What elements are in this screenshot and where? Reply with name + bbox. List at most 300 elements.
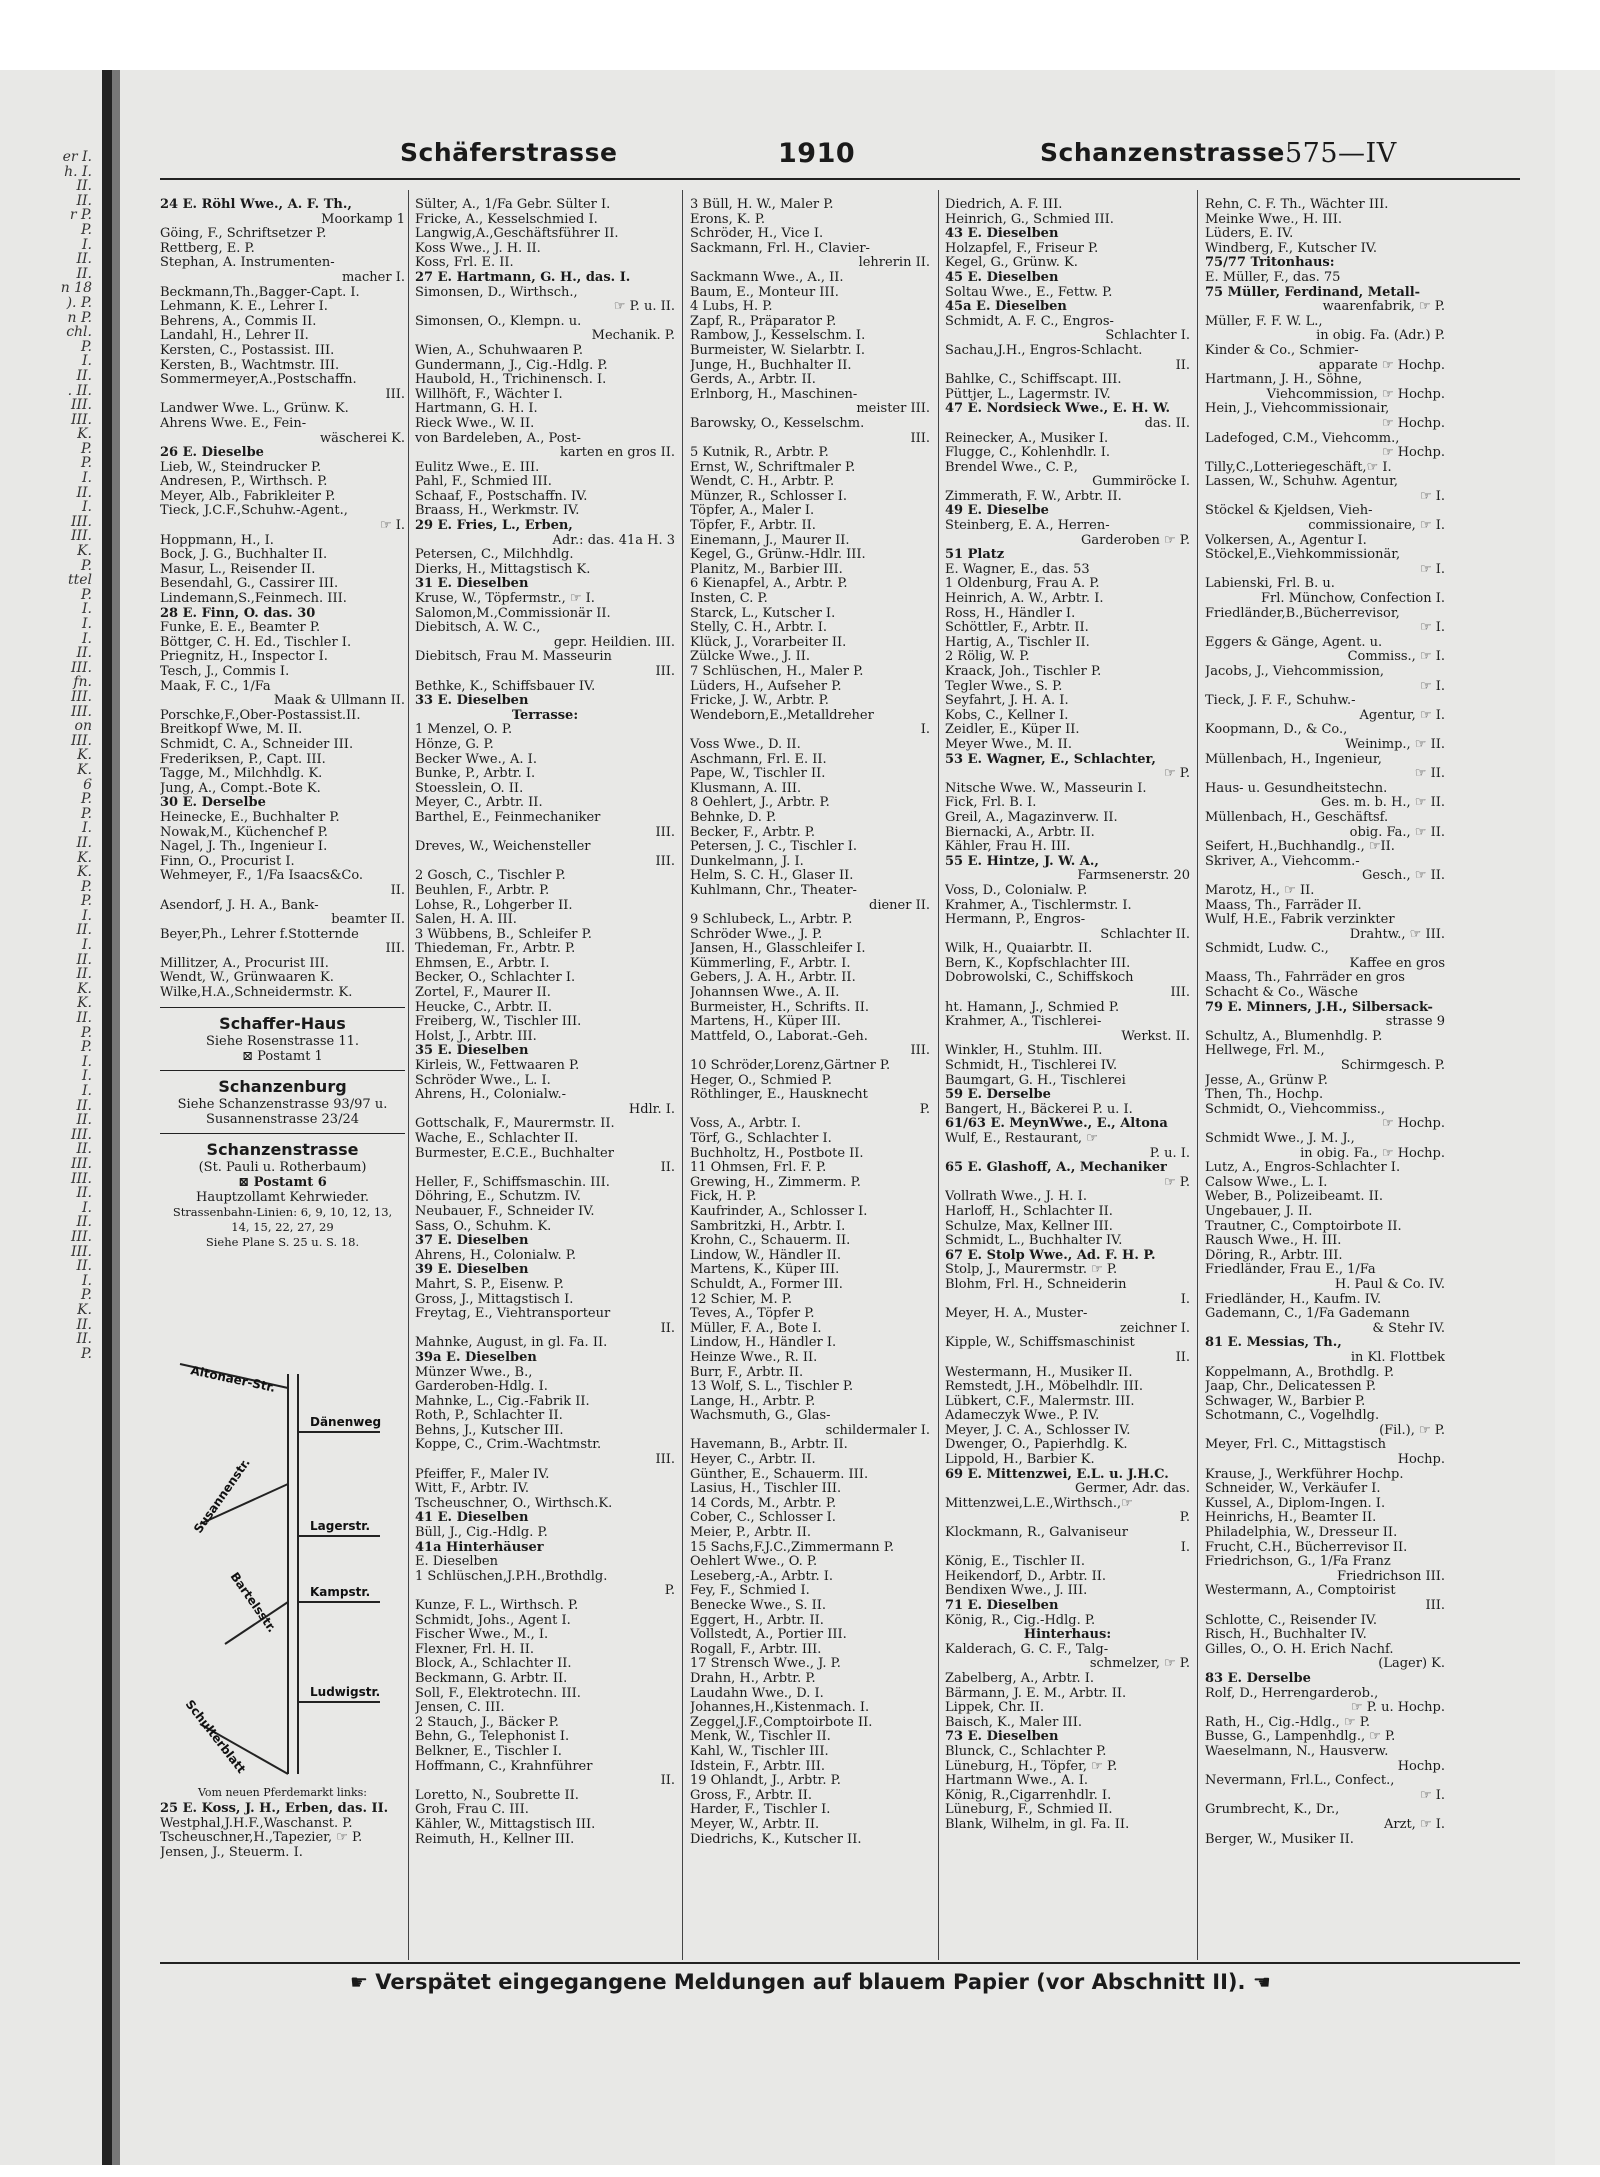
directory-entry-line: Funke, E. E., Beamter P.	[160, 621, 321, 636]
header-year: 1910	[778, 138, 856, 169]
previous-page-fragment: 6	[83, 776, 92, 793]
directory-entry-line: Pahl, F., Schmied III.	[415, 475, 552, 490]
directory-entry-line: Meyer, J. C. A., Schlosser IV.	[945, 1423, 1131, 1438]
directory-entry-line: Schmidt, Ludw. C.,	[1205, 942, 1329, 957]
footer-rule	[160, 1962, 1520, 1964]
directory-entry-line: Kahl, W., Tischler III.	[690, 1744, 829, 1759]
directory-entry-line: Göing, F., Schriftsetzer P.	[160, 227, 327, 242]
directory-entry-line: III.	[385, 942, 405, 957]
directory-entry-line: Bahlke, C., Schiffscapt. III.	[945, 373, 1122, 388]
directory-entry-line: 2 Stauch, J., Bäcker P.	[415, 1715, 559, 1730]
directory-entry-line: III.	[1170, 986, 1190, 1001]
directory-entry-line: lehrerin II.	[858, 256, 930, 271]
directory-entry-line: Lüneburg, F., Schmied II.	[945, 1803, 1113, 1818]
directory-entry-line: Diedrichs, K., Kutscher II.	[690, 1832, 862, 1847]
directory-entry-line: Koppelmann, A., Brothdlg. P.	[1205, 1365, 1395, 1380]
directory-entry-line: Simonsen, O., Klempn. u.	[415, 314, 582, 329]
directory-entry-line: Haus- u. Gesundheitstechn.	[1205, 781, 1388, 796]
directory-entry-line: commissionaire, ☞ I.	[1308, 519, 1445, 534]
directory-entry-line: Fey, F., Schmied I.	[690, 1584, 810, 1599]
directory-entry-line: ☞ P. u. Hochp.	[1350, 1701, 1445, 1716]
directory-entry-line: Mechanik. P.	[591, 329, 675, 344]
directory-entry-line: 7 Schlüschen, H., Maler P.	[690, 665, 864, 679]
directory-entry-line: Hdlr. I.	[628, 1102, 675, 1117]
directory-entry-line: P. u. I.	[1149, 1146, 1190, 1161]
directory-entry-line: Kaffee en gros	[1349, 956, 1445, 971]
previous-page-fragment: K.	[77, 864, 92, 881]
directory-entry-line: 13 Wolf, S. L., Tischler P.	[690, 1380, 854, 1395]
previous-page-fragment: P.	[80, 1287, 92, 1304]
directory-entry-line: Beuhlen, F., Arbtr. P.	[415, 883, 550, 898]
previous-page-fragment: I.	[82, 1053, 92, 1070]
directory-entry-line: 29 E. Fries, L., Erben,	[415, 519, 573, 534]
directory-entry-line: Rehn, C. F. Th., Wächter III.	[1205, 198, 1389, 212]
directory-entry-line: Soltau Wwe., E., Fettw. P.	[945, 285, 1113, 300]
previous-page-fragment: K.	[77, 543, 92, 560]
directory-entry-line: Hochp.	[1397, 1759, 1445, 1774]
directory-entry-line: Böttger, C. H. Ed., Tischler I.	[160, 635, 352, 650]
previous-page-fragment: II.	[76, 192, 92, 209]
map-label-susannen: Susannenstr.	[190, 1455, 253, 1536]
directory-entry-line: Stoesslein, O. II.	[415, 781, 524, 796]
directory-entry-line: Burmeister, W. Sielarbtr. I.	[690, 343, 866, 358]
directory-entry-line: III.	[910, 431, 930, 446]
directory-entry-line: das. II.	[1144, 416, 1190, 431]
directory-entry-line: Eggert, H., Arbtr. II.	[690, 1613, 824, 1628]
previous-page-fragment: III.	[70, 1155, 92, 1172]
directory-entry-line: E. Müller, F., das. 75	[1205, 270, 1341, 285]
directory-entry-line: Maass, Th., Fahrräder en gros	[1205, 971, 1405, 986]
box-line: Strassenbahn-Linien: 6, 9, 10, 12, 13,	[172, 1204, 393, 1219]
previous-page-fragment: P.	[80, 805, 92, 822]
directory-entry-line: Rettberg, E. P.	[160, 241, 255, 256]
directory-entry-line: 67 E. Stolp Wwe., Ad. F. H. P.	[945, 1248, 1156, 1263]
directory-entry-line: Sackmann Wwe., A., II.	[690, 270, 844, 285]
directory-entry-line: Priegnitz, H., Inspector I.	[160, 650, 328, 665]
directory-entry-line: Hartmann, G. H. I.	[415, 402, 538, 417]
right-page-edge	[1555, 70, 1600, 2165]
directory-entry-line: Kersten, B., Wachtmstr. III.	[160, 358, 340, 373]
directory-entry-line: schmelzer, ☞ P.	[1089, 1657, 1190, 1672]
directory-entry-line: Bethke, K., Schiffsbauer IV.	[415, 679, 596, 694]
directory-entry-line: Hartig, A., Tischler II.	[945, 635, 1090, 650]
directory-entry-line: 25 E. Koss, J. H., Erben, das. II.	[160, 1802, 389, 1816]
previous-page-fragment: II.	[76, 367, 92, 384]
directory-entry-line: 28 E. Finn, O. das. 30	[160, 606, 316, 621]
directory-entry-line: Baisch, K., Maler III.	[945, 1715, 1082, 1730]
directory-entry-line: 8 Oehlert, J., Arbtr. P.	[690, 796, 830, 811]
directory-entry-line: Lindow, H., Händler I.	[690, 1336, 837, 1351]
previous-page-fragment: III.	[70, 513, 92, 530]
directory-entry-line: II.	[660, 1161, 675, 1176]
directory-entry-line: Wendt, C. H., Arbtr. P.	[690, 475, 835, 490]
directory-entry-line: Ges. m. b. H., ☞ II.	[1320, 796, 1445, 811]
directory-entry-line: Rogall, F., Arbtr. III.	[690, 1642, 822, 1657]
section-rule	[160, 1007, 405, 1008]
directory-entry-line: Ernst, W., Schriftmaler P.	[690, 460, 856, 475]
directory-entry-line: Werkst. II.	[1121, 1029, 1190, 1044]
directory-entry-line: Zeggel,J.F.,Comptoirbote II.	[690, 1715, 873, 1730]
directory-entry-line: Voss Wwe., D. II.	[690, 737, 801, 752]
directory-entry-line: Kersten, C., Postassist. III.	[160, 343, 335, 358]
previous-page-fragment: r P.	[69, 207, 92, 224]
directory-entry-line: II.	[660, 1321, 675, 1336]
previous-page-fragment: P.	[80, 878, 92, 895]
directory-entry-line: Baumgart, G. H., Tischlerei	[945, 1073, 1126, 1088]
directory-entry-line: Schulze, Max, Kellner III.	[945, 1219, 1113, 1234]
directory-entry-line: (Lager) K.	[1378, 1657, 1445, 1672]
directory-entry-line: Lindemann,S.,Feinmech. III.	[160, 592, 347, 607]
directory-entry-line: Zortel, F., Maurer II.	[415, 986, 551, 1001]
directory-entry-line: Sambritzki, H., Arbtr. I.	[690, 1219, 846, 1234]
directory-entry-line: Rolf, D., Herrengarderob.,	[1205, 1686, 1379, 1701]
directory-entry-line: 10 Schröder,Lorenz,Gärtner P.	[690, 1059, 891, 1074]
directory-entry-line: 41 E. Dieselben	[415, 1511, 529, 1526]
directory-entry-line: Becker Wwe., A. I.	[415, 752, 537, 767]
directory-entry-line: Wulf, E., Restaurant, ☞	[945, 1132, 1098, 1146]
directory-entry-line: Müllenbach, H., Geschäftsf.	[1205, 810, 1389, 825]
directory-entry-line: 45 E. Dieselben	[945, 270, 1059, 285]
directory-entry-line: Jaap, Chr., Delicatessen P.	[1205, 1380, 1376, 1395]
directory-entry-line: Schöttler, F., Arbtr. II.	[945, 621, 1089, 636]
directory-entry-line: Block, A., Schlachter II.	[415, 1657, 572, 1672]
directory-entry-line: Philadelphia, W., Dresseur II.	[1205, 1526, 1398, 1541]
directory-entry-line: Petersen, J. C., Tischler I.	[690, 840, 857, 855]
directory-entry-line: H. Paul & Co. IV.	[1334, 1277, 1445, 1292]
map-label-kamp: Kampstr.	[310, 1585, 371, 1599]
directory-column-5	[1205, 198, 1445, 1958]
directory-entry-line: 11 Ohmsen, Frl. F. P.	[690, 1161, 827, 1176]
previous-page-fragment: chl.	[66, 324, 92, 341]
directory-entry-line: Friedrichson III.	[1337, 1569, 1445, 1584]
book-gutter	[102, 70, 112, 2165]
directory-entry-line: Aschmann, Frl. E. II.	[690, 752, 827, 767]
directory-entry-line: Heller, F., Schiffsmaschin. III.	[415, 1175, 610, 1190]
directory-entry-line: karten en gros II.	[559, 446, 675, 461]
directory-entry-line: Andresen, P., Wirthsch. P.	[160, 475, 328, 490]
directory-entry-line: Skriver, A., Viehcomm.-	[1205, 854, 1360, 869]
previous-page-fragment: II.	[76, 951, 92, 968]
directory-entry-line: Wehmeyer, F., 1/Fa Isaacs&Co.	[160, 869, 364, 884]
directory-entry-line: 53 E. Wagner, E., Schlachter,	[945, 752, 1156, 767]
directory-entry-line: Weber, B., Polizeibeamt. II.	[1205, 1190, 1384, 1205]
directory-entry-line: Stelly, C. H., Arbtr. I.	[690, 621, 827, 636]
directory-entry-line: Einemann, J., Maurer II.	[690, 533, 850, 548]
directory-entry-line: Jesse, A., Grünw P.	[1205, 1073, 1328, 1088]
directory-entry-line: Gross, J., Mittagstisch I.	[415, 1292, 574, 1307]
directory-entry-line: ☞ I.	[1419, 1788, 1445, 1803]
directory-entry-line: E. Wagner, E., das. 53	[945, 562, 1090, 577]
directory-entry-line: Klück, J., Vorarbeiter II.	[690, 635, 847, 650]
box-title: Schanzenstrasse	[206, 1139, 359, 1159]
directory-entry-line: I.	[1180, 1540, 1190, 1555]
directory-entry-line: Zimmerath, F. W., Arbtr. II.	[945, 489, 1122, 504]
directory-entry-line: III.	[655, 1453, 675, 1468]
street-sketch-map	[170, 1344, 395, 1782]
directory-entry-line: Müller, F. F. W. L.,	[1205, 314, 1323, 329]
directory-entry-line: Schmidt Wwe., J. M. J.,	[1205, 1132, 1355, 1146]
directory-entry-line: Planitz, M., Barbier III.	[690, 562, 843, 577]
directory-entry-line: Töpfer, A., Maler I.	[690, 504, 815, 519]
directory-entry-line: Schwager, W., Barbier P.	[1205, 1394, 1366, 1409]
directory-entry-line: Holzapfel, F., Friseur P.	[945, 241, 1099, 256]
directory-entry-line: I.	[1180, 1292, 1190, 1307]
directory-entry-line: Fricke, A., Kesselschmied I.	[415, 212, 598, 227]
box-title: Schaffer-Haus	[219, 1013, 346, 1033]
directory-entry-line: Bunke, P., Arbtr. I.	[415, 767, 536, 782]
previous-page-fragment: K.	[77, 426, 92, 443]
directory-entry-line: Westermann, H., Musiker II.	[945, 1365, 1133, 1380]
directory-entry-line: Dierks, H., Mittagstisch K.	[415, 562, 591, 577]
directory-entry-line: Wendt, W., Grünwaaren K.	[160, 971, 334, 986]
directory-entry-line: Belkner, E., Tischler I.	[415, 1744, 562, 1759]
directory-entry-line: Harloff, H., Schlachter II.	[945, 1204, 1113, 1219]
directory-entry-line: Frl. Münchow, Confection I.	[1261, 592, 1445, 607]
directory-entry-line: Dunkelmann, J. I.	[690, 854, 804, 869]
directory-entry-line: Hermann, P., Engros-	[945, 913, 1086, 928]
directory-entry-line: Becker, O., Schlachter I.	[415, 971, 576, 986]
previous-page-fragment: ). P.	[66, 294, 92, 311]
directory-entry-line: Terrasse:	[511, 708, 579, 723]
previous-page-fragment: I.	[82, 236, 92, 253]
directory-entry-line: Menk, W., Tischler II.	[690, 1730, 831, 1745]
directory-entry-line: 1 Menzel, O. P.	[415, 723, 513, 738]
directory-entry-line: Hellwege, Frl. M.,	[1205, 1044, 1325, 1059]
directory-entry-line: Witt, F., Arbtr. IV.	[415, 1482, 529, 1497]
directory-entry-line: Freytag, E., Viehtransporteur	[415, 1307, 611, 1322]
directory-entry-line: 59 E. Derselbe	[945, 1088, 1051, 1103]
directory-entry-line: Vollrath Wwe., J. H. I.	[945, 1190, 1087, 1205]
directory-entry-line: Flugge, C., Kohlenhdlr. I.	[945, 446, 1110, 461]
directory-entry-line: Grewing, H., Zimmerm. P.	[690, 1175, 861, 1190]
directory-entry-line: waarenfabrik, ☞ P.	[1322, 300, 1445, 315]
directory-entry-line: Zülcke Wwe., J. II.	[690, 650, 810, 665]
directory-entry-line: 39 E. Dieselben	[415, 1263, 529, 1278]
directory-entry-line: Porschke,F.,Ober-Postassist.II.	[160, 708, 361, 723]
previous-page-fragment: n 18	[60, 280, 92, 297]
directory-entry-line: II.	[1175, 358, 1190, 373]
directory-entry-line: Mahnke, L., Cig.-Fabrik II.	[415, 1394, 590, 1409]
directory-entry-line: Meyer, Frl. C., Mittagstisch	[1205, 1438, 1386, 1453]
directory-entry-line: Fick, H. P.	[690, 1190, 757, 1205]
directory-entry-line: Burr, F., Arbtr. II.	[690, 1365, 804, 1380]
directory-entry-line: 33 E. Dieselben	[415, 694, 529, 709]
previous-page-fragment: III.	[70, 1170, 92, 1187]
directory-entry-line: Heyer, C., Arbtr. II.	[690, 1453, 816, 1468]
directory-entry-line: schildermaler I.	[825, 1423, 930, 1438]
previous-page-fragment: I.	[82, 353, 92, 370]
directory-entry-line: Commiss., ☞ I.	[1347, 650, 1445, 665]
directory-entry-line: Braass, H., Werkmstr. IV.	[415, 504, 580, 519]
map-label-bartels: Bartelsstr.	[227, 1569, 280, 1636]
directory-entry-line: Winkler, H., Stuhlm. III.	[945, 1044, 1103, 1059]
directory-entry-line: 69 E. Mittenzwei, E.L. u. J.H.C.	[945, 1467, 1169, 1482]
directory-entry-line: Heinecke, E., Buchhalter P.	[160, 810, 340, 825]
directory-entry-line: P.	[919, 1102, 930, 1117]
directory-entry-line: Trautner, C., Comptoirbote II.	[1205, 1219, 1402, 1234]
directory-entry-line: Moorkamp 1	[321, 212, 405, 227]
directory-entry-line: Heikendorf, D., Arbtr. II.	[945, 1569, 1107, 1584]
previous-page-fragment: II.	[76, 251, 92, 268]
footer-note	[350, 1970, 1271, 1994]
directory-entry-line: Ahrens, H., Colonialw. P.	[415, 1248, 577, 1263]
directory-entry-line: Blank, Wilhelm, in gl. Fa. II.	[945, 1817, 1130, 1832]
directory-entry-line: Johannes,H.,Kistenmach. I.	[690, 1701, 870, 1716]
directory-entry-line: Beyer,Ph., Lehrer f.Stotternde	[160, 927, 359, 942]
previous-page-fragment: on	[74, 718, 92, 735]
directory-entry-line: Kümmerling, F., Arbtr. I.	[690, 956, 851, 971]
directory-entry-line: 55 E. Hintze, J. W. A.,	[945, 854, 1099, 869]
directory-entry-line: 41a Hinterhäuser	[415, 1540, 544, 1555]
directory-entry-line: Jansen, H., Glasschleifer I.	[690, 942, 866, 957]
directory-entry-line: Windberg, F., Kutscher IV.	[1205, 241, 1377, 256]
box-line: ⊠ Postamt 1	[242, 1048, 323, 1064]
directory-entry-line: Krahmer, A., Tischlermstr. I.	[945, 898, 1132, 913]
box-line: Siehe Plane S. 25 u. S. 18.	[205, 1234, 360, 1249]
directory-entry-line: Kruse, W., Töpfermstr., ☞ I.	[415, 592, 595, 607]
directory-entry-line: Sass, O., Schuhm. K.	[415, 1219, 552, 1234]
directory-entry-line: Greil, A., Magazinverw. II.	[945, 810, 1118, 825]
directory-entry-line: Barthel, E., Feinmechaniker	[415, 810, 601, 825]
directory-entry-line: 14 Cords, M., Arbtr. P.	[690, 1496, 837, 1511]
previous-page-fragment: II.	[76, 834, 92, 851]
directory-entry-line: Burmeister, H., Schrifts. II.	[690, 1000, 869, 1015]
directory-entry-line: Tieck, J.C.F.,Schuhw.-Agent.,	[160, 504, 348, 519]
directory-entry-line: Soll, F., Elektrotechn. III.	[415, 1686, 581, 1701]
previous-page-fragment: ttel	[67, 572, 92, 589]
directory-entry-line: Schmidt, Johs., Agent I.	[415, 1613, 571, 1628]
directory-entry-line: Salomon,M.,Commissionär II.	[415, 606, 611, 621]
previous-page-fragment: er I.	[62, 150, 92, 165]
directory-entry-line: Röthlinger, E., Hausknecht	[690, 1088, 868, 1103]
directory-entry-line: Gerds, A., Arbtr. II.	[690, 373, 816, 388]
directory-entry-line: Kobs, C., Kellner I.	[945, 708, 1069, 723]
directory-entry-line: Schröder, H., Vice I.	[690, 227, 824, 242]
directory-entry-line: Behn, G., Telephonist I.	[415, 1730, 570, 1745]
previous-page-fragment: I.	[82, 907, 92, 924]
directory-entry-line: Westermann, A., Comptoirist	[1205, 1584, 1396, 1599]
directory-entry-line: Maass, Th., Farräder II.	[1205, 898, 1362, 913]
directory-entry-line: Günther, E., Schauerm. III.	[690, 1467, 869, 1482]
directory-entry-line: Maak, F. C., 1/Fa	[160, 679, 271, 694]
directory-entry-line: Koppe, C., Crim.-Wachtmstr.	[415, 1438, 602, 1453]
directory-entry-line: Kaufrinder, A., Schlosser I.	[690, 1204, 868, 1219]
directory-entry-line: Hartmann, J. H., Söhne,	[1205, 373, 1363, 388]
directory-entry-line: 75/77 Tritonhaus:	[1205, 256, 1335, 271]
directory-entry-line: 27 E. Hartmann, G. H., das. I.	[415, 270, 631, 285]
directory-entry-line: Viehcommission, ☞ Hochp.	[1266, 387, 1445, 402]
previous-page-fragment: II.	[76, 1097, 92, 1114]
directory-entry-line: Klusmann, A. III.	[690, 781, 802, 796]
directory-entry-line: Germer, Adr. das.	[1074, 1482, 1190, 1497]
directory-entry-line: 26 E. Dieselbe	[160, 446, 264, 461]
previous-page-fragment: II.	[76, 1141, 92, 1158]
directory-entry-line: Pape, W., Tischler II.	[690, 767, 826, 782]
directory-entry-line: Schmidt, A. F. C., Engros-	[945, 314, 1114, 329]
directory-entry-line: Wendeborn,E.,Metalldreher	[690, 708, 874, 723]
previous-page-fragment: III.	[70, 1126, 92, 1143]
directory-entry-line: Tieck, J. F. F., Schuhw.-	[1205, 694, 1356, 709]
directory-entry-line: Harder, F., Tischler I.	[690, 1803, 831, 1818]
directory-entry-line: Heger, O., Schmied P.	[690, 1073, 832, 1088]
directory-entry-line: 1 Oldenburg, Frau A. P.	[945, 577, 1100, 592]
directory-entry-line: Meinke Wwe., H. III.	[1205, 212, 1342, 227]
directory-entry-line: Marotz, H., ☞ II.	[1205, 883, 1315, 898]
directory-entry-line: Hoppmann, H., I.	[160, 533, 274, 548]
directory-entry-line: Ladefoged, C.M., Viehcomm.,	[1205, 431, 1400, 446]
directory-entry-line: Gross, F., Arbtr. II.	[690, 1788, 813, 1803]
directory-entry-line: Breitkopf Wwe, M. II.	[160, 723, 303, 738]
box-line: ⊠ Postamt 6	[238, 1174, 327, 1190]
directory-entry-line: Tscheuschner,H.,Tapezier, ☞ P.	[160, 1831, 363, 1846]
previous-page-fragment: I.	[82, 1083, 92, 1099]
directory-entry-line: Remstedt, J.H., Möbelhdlr. III.	[945, 1380, 1144, 1395]
directory-entry-line: Meyer Wwe., M. II.	[945, 737, 1072, 752]
section-rule	[160, 1133, 405, 1134]
previous-page-fragment: II.	[76, 1010, 92, 1027]
directory-entry-line: Diebitsch, Frau M. Masseurin	[415, 650, 612, 665]
directory-entry-line: Hartmann Wwe., A. I.	[945, 1774, 1088, 1789]
directory-entry-line: 3 Büll, H. W., Maler P.	[690, 198, 834, 212]
directory-entry-line: Hochp.	[1397, 1453, 1445, 1468]
directory-entry-line: Flexner, Frl. H. II.	[415, 1642, 534, 1657]
directory-entry-line: Münzer, R., Schlosser I.	[690, 489, 848, 504]
previous-page-fragment: P.	[80, 586, 92, 603]
directory-entry-line: apparate ☞ Hochp.	[1318, 358, 1445, 373]
directory-entry-line: (Fil.), ☞ P.	[1379, 1423, 1445, 1438]
previous-page-fragment: P.	[80, 455, 92, 472]
directory-entry-line: macher I.	[341, 270, 405, 285]
directory-entry-line: Westphal,J.H.F.,Waschanst. P.	[160, 1816, 353, 1831]
directory-entry-line: Garderoben ☞ P.	[1081, 533, 1190, 548]
directory-entry-line: Reimuth, H., Kellner III.	[415, 1832, 575, 1847]
previous-page-fragment: III.	[70, 703, 92, 720]
directory-entry-line: Gottschalk, F., Maurermstr. II.	[415, 1117, 615, 1132]
directory-entry-line: Loretto, N., Soubrette II.	[415, 1788, 579, 1803]
previous-page-fragment: II.	[76, 1112, 92, 1129]
directory-entry-line: Beckmann,Th.,Bagger-Capt. I.	[160, 285, 360, 300]
previous-page-fragment: K.	[77, 747, 92, 764]
previous-page-fragment: P.	[80, 557, 92, 574]
directory-entry-line: Helm, S. C. H., Glaser II.	[690, 869, 854, 884]
directory-entry-line: P.	[1179, 1511, 1190, 1526]
directory-entry-line: 9 Schlubeck, L., Arbtr. P.	[690, 913, 853, 928]
directory-entry-line: Stolp, J., Maurermstr. ☞ P.	[945, 1263, 1118, 1278]
directory-entry-line: Voss, A., Arbtr. I.	[690, 1117, 801, 1132]
directory-entry-line: 5 Kutnik, R., Arbtr. P.	[690, 446, 829, 461]
directory-entry-line: Behns, J., Kutscher III.	[415, 1423, 564, 1438]
directory-entry-line: Fick, Frl. B. I.	[945, 796, 1037, 811]
directory-entry-line: Meyer, C., Arbtr. II.	[415, 796, 543, 811]
directory-entry-line: Blohm, Frl. H., Schneiderin	[945, 1277, 1127, 1292]
directory-entry-line: Vollstedt, A., Portier III.	[690, 1628, 847, 1643]
directory-entry-line: 65 E. Glashoff, A., Mechaniker	[945, 1161, 1167, 1176]
directory-entry-line: Nitsche Wwe. W., Masseurin I.	[945, 781, 1147, 796]
directory-entry-line: Zabelberg, A., Arbtr. I.	[945, 1671, 1095, 1686]
directory-entry-line: III.	[655, 825, 675, 840]
directory-entry-line: Neubauer, F., Schneider IV.	[415, 1204, 595, 1219]
previous-page-fragment: I.	[82, 1068, 92, 1085]
directory-entry-line: III.	[385, 387, 405, 402]
directory-entry-line: Benecke Wwe., S. II.	[690, 1599, 826, 1613]
directory-entry-line: König, R., Cig.-Hdlg. P.	[945, 1613, 1096, 1628]
directory-entry-line: Kalderach, G. C. F., Talg-	[945, 1642, 1109, 1657]
directory-entry-line: 71 E. Dieselben	[945, 1599, 1059, 1613]
directory-entry-line: ☞ Hochp.	[1381, 416, 1445, 431]
directory-entry-line: Havemann, B., Arbtr. II.	[690, 1438, 848, 1453]
directory-entry-line: Rieck Wwe., W. II.	[415, 416, 535, 431]
directory-entry-line: Mahrt, S. P., Eisenw. P.	[415, 1277, 564, 1292]
